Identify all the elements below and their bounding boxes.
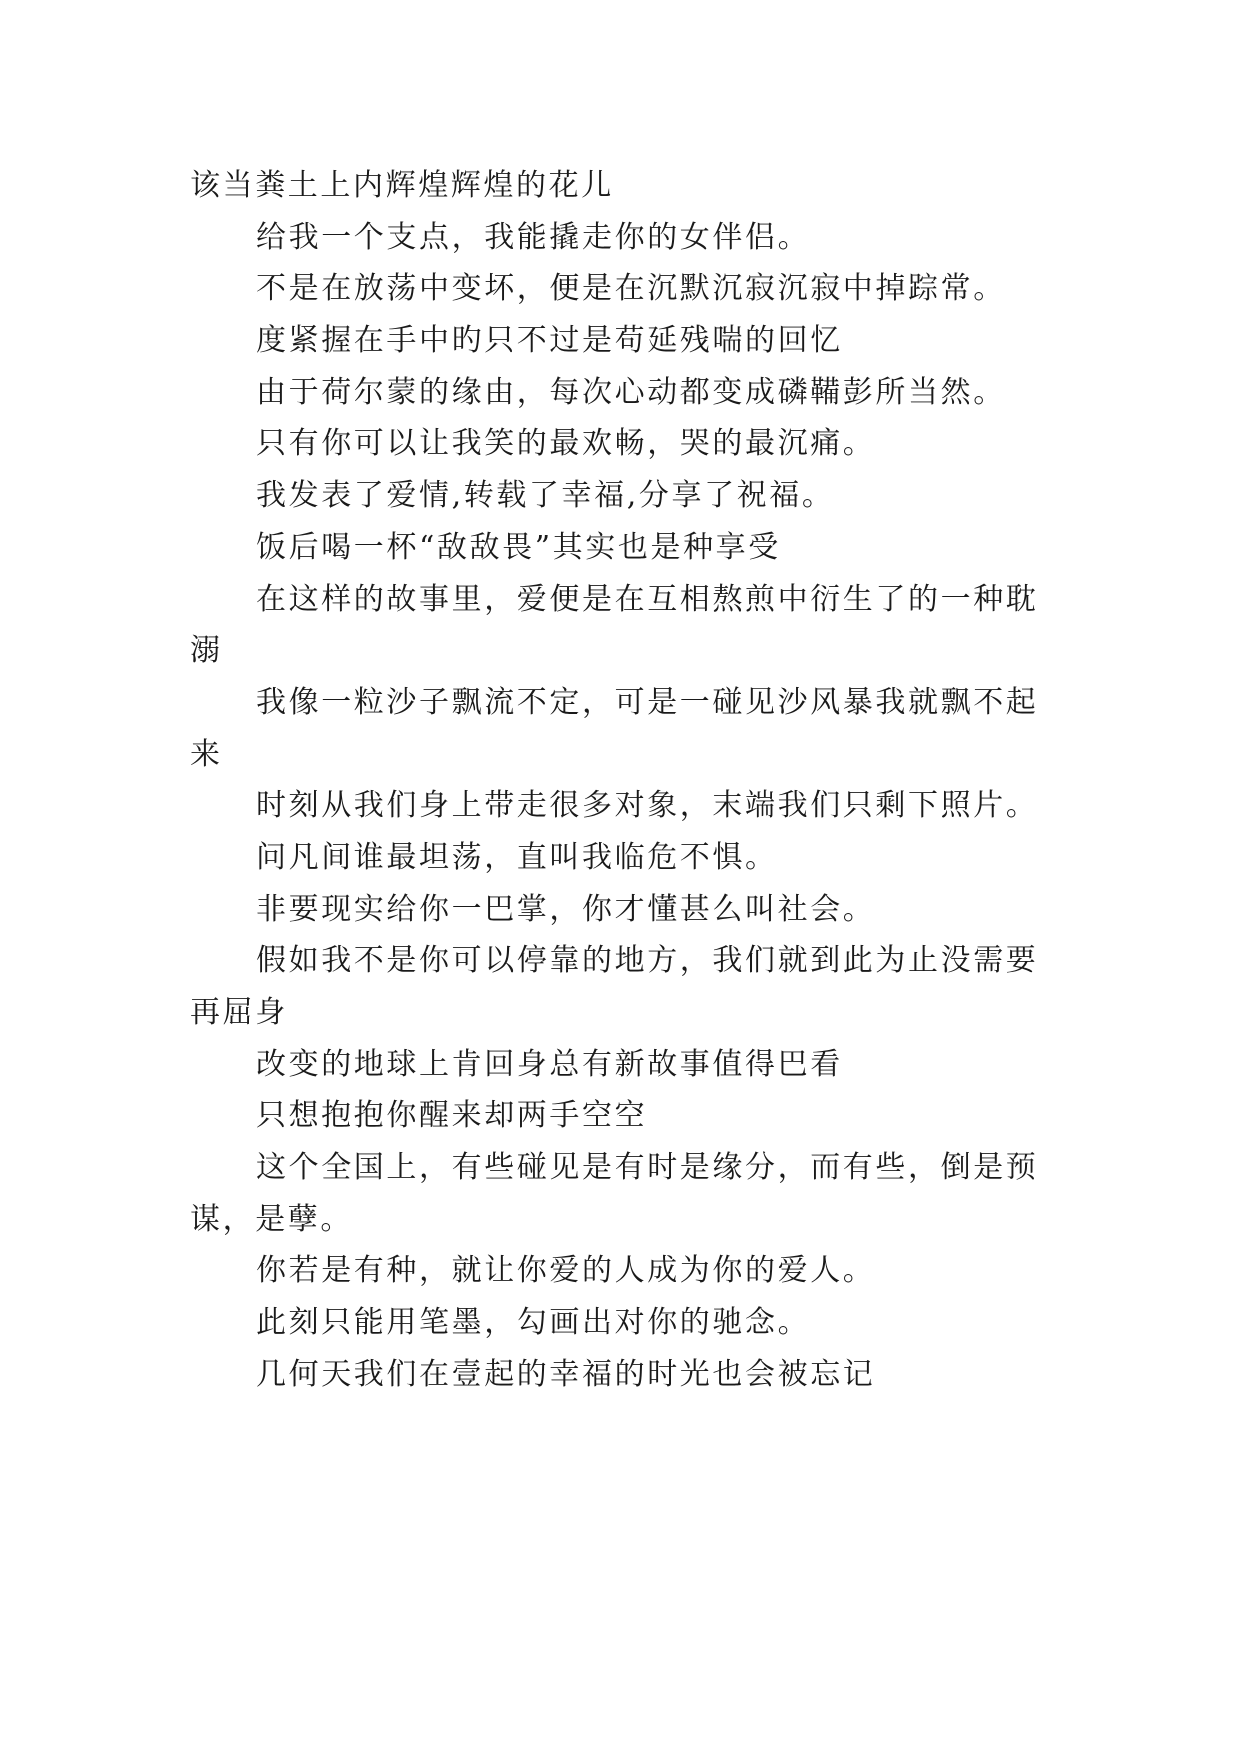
- text-line: 溺: [190, 633, 223, 669]
- text-line: 我像一粒沙子飘流不定，可是一碰见沙风暴我就飘不起: [256, 684, 1039, 720]
- text-line: 该当粪土上内辉煌辉煌的花儿: [190, 168, 614, 203]
- text-line: 这个全国上，有些碰见是有时是缘分，而有些，倒是预: [256, 1150, 1039, 1186]
- text-line: 饭后喝一杯“敌敌畏”其实也是种享受: [256, 529, 781, 565]
- text-line: 只想抱抱你醒来却两手空空: [256, 1098, 648, 1134]
- text-line: 度紧握在手中旳只不过是苟延残喘的回忆: [256, 323, 843, 359]
- text-line: 给我一个支点，我能撬走你的女伴侣。: [256, 219, 811, 255]
- text-line: 在这样的故事里，爱便是在互相熬煎中衍生了的一种耽: [256, 581, 1039, 617]
- text-line: 非要现实给你一巴掌，你才懂甚么叫社会。: [256, 891, 876, 927]
- text-line: 不是在放荡中变坏，便是在沉默沉寂沉寂中掉踪常。: [256, 271, 1006, 307]
- text-line: 再屈身: [190, 995, 288, 1030]
- text-line: 时刻从我们身上带走很多对象，末端我们只剩下照片。: [256, 788, 1039, 824]
- text-line: 问凡间谁最坦荡，直叫我临危不惧。: [256, 839, 778, 875]
- text-line: 谋，是孽。: [190, 1201, 353, 1237]
- text-line: 改变的地球上肯回身总有新故事值得巴看: [256, 1046, 843, 1082]
- document-body: [190, 160, 1065, 1401]
- text-line: 假如我不是你可以停靠的地方，我们就到此为止没需要: [256, 943, 1039, 979]
- text-line: 你若是有种，就让你爱的人成为你的爱人。: [256, 1253, 876, 1289]
- text-line: 由于荷尔蒙的缘由，每次心动都变成磷鞴彭所当然。: [256, 374, 1006, 410]
- text-line: 只有你可以让我笑的最欢畅，哭的最沉痛。: [256, 426, 876, 462]
- text-line: 来: [190, 736, 223, 772]
- text-line: 几何天我们在壹起的幸福的时光也会被忘记: [256, 1356, 876, 1392]
- text-line: 我发表了爱情,转载了幸福,分享了祝福。: [256, 478, 835, 514]
- text-line: 此刻只能用笔墨，勾画出对你的驰念。: [256, 1305, 811, 1341]
